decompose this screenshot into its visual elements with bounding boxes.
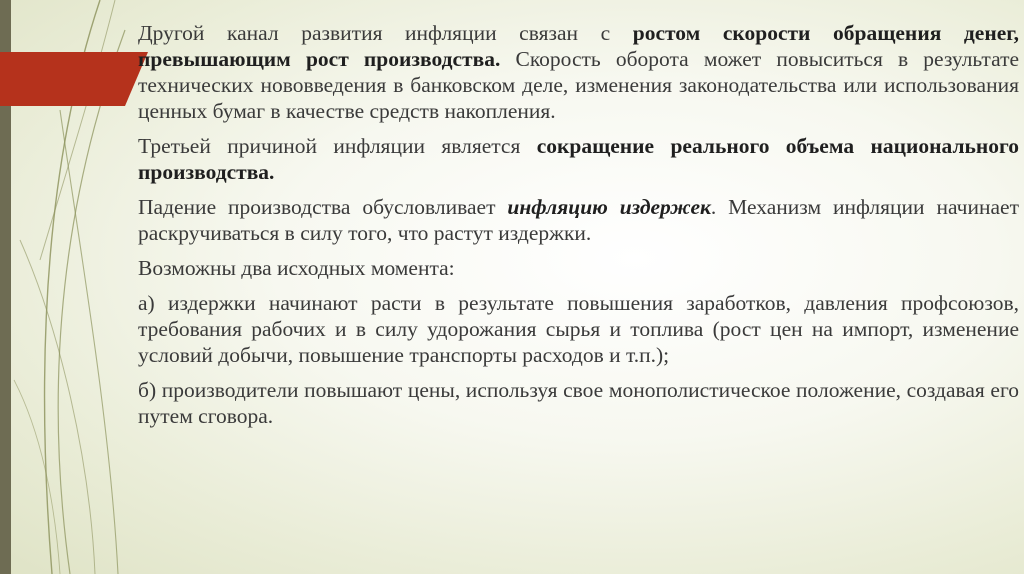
paragraph-1 xyxy=(138,20,1019,124)
p3-bold-italic-text: инфляцию издержек xyxy=(507,195,711,219)
paragraph-5 xyxy=(138,290,1019,368)
red-arrow-shape xyxy=(0,0,150,120)
paragraph-6 xyxy=(138,377,1019,429)
decor-curve-6 xyxy=(14,380,60,574)
p4-text-1: Возможны два исходных момента: xyxy=(138,256,455,280)
paragraph-2 xyxy=(138,133,1019,185)
p5-text-1: а) издержки начинают расти в результате повышения заработков, давления профсоюзов, требования рабочих и в силу удорожания сырья и топлива (рост цен на импорт, изменение условий добычи, повышение транспорты расходов и т.п.); xyxy=(138,291,1019,367)
slide-content xyxy=(138,20,1019,438)
paragraph-4 xyxy=(138,255,1019,281)
p6-text-1: б) производители повышают цены, используя свое монополистическое положение, создавая его путем сговора. xyxy=(138,378,1019,428)
p2-text-1: Третьей причиной инфляции является xyxy=(138,134,537,158)
p1-text-2: Скорость оборота может повыситься в результате технических нововведения в банковском деле, изменения законодательства или использования ценных бумаг в качестве средств накопления. xyxy=(138,47,1020,123)
p3-text-1: Падение производства обусловливает xyxy=(138,195,508,219)
p3-text-2: . Механизм инфляции начинает раскручиваться в силу того, что растут издержки. xyxy=(138,195,1019,245)
p2-bold-text: сокращение реального объема национального производства. xyxy=(138,134,1020,184)
p1-bold-text: ростом скорости обращения денег, превышающим рост производства. xyxy=(138,21,1019,71)
p1-text-1: Другой канал развития инфляции связан с xyxy=(138,21,633,45)
paragraph-3 xyxy=(138,194,1019,246)
decor-curve-4 xyxy=(20,240,95,574)
